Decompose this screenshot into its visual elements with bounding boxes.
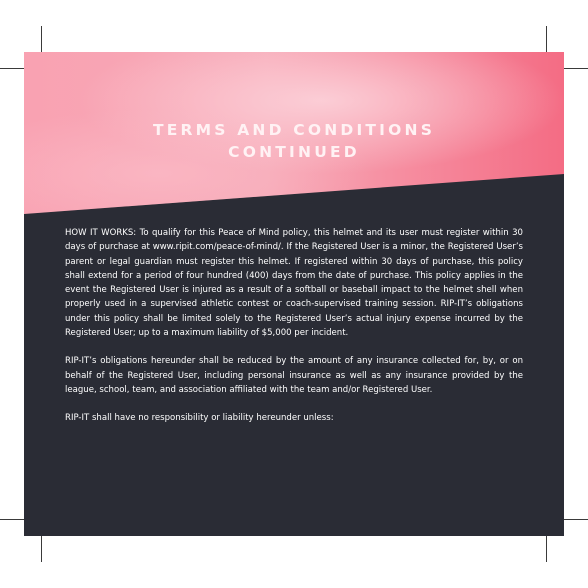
crop-mark-top-left-vertical <box>41 26 42 54</box>
terms-body <box>65 226 523 440</box>
title-line-2: CONTINUED <box>228 143 360 161</box>
title-line-1: TERMS AND CONDITIONS <box>152 121 436 139</box>
crop-mark-bottom-left-vertical <box>41 534 42 562</box>
page-title <box>24 119 564 163</box>
crop-mark-top-right-horizontal <box>560 68 588 69</box>
crop-mark-top-right-vertical <box>546 26 547 54</box>
crop-mark-bottom-right-vertical <box>546 534 547 562</box>
paragraph-obligations: RIP-IT’s obligations hereunder shall be reduced by the amount of any insurance collected for, by, or on behalf of the Registered User, including personal insurance as well as any insurance provided by the league, school, team, and association affiliated with the team and/or Registered User. <box>65 356 523 395</box>
terms-card <box>24 52 564 536</box>
crop-mark-bottom-right-horizontal <box>560 519 588 520</box>
paragraph-no-responsibility: RIP-IT shall have no responsibility or liability hereunder unless: <box>65 413 334 424</box>
paragraph-how-it-works: HOW IT WORKS: To qualify for this Peace of Mind policy, this helmet and its user must register within 30 days of purchase at www.ripit.com/peace-of-mind/. If the Registered User is a minor, the Registered User’s parent or legal guardian must register this helmet. If registered within 30 days of purchase, this policy shall extend for a period of four hundred (400) days from the date of purchase. This policy applies in the event the Registered User is injured as a result of a softball or baseball impact to the helmet shell when properly used in a supervised athletic contest or coach-supervised training session. RIP-IT’s obligations under this policy shall be limited solely to the Registered User’s actual injury expense incurred by the Registered User; up to a maximum liability of $5,000 per incident. <box>65 228 523 339</box>
